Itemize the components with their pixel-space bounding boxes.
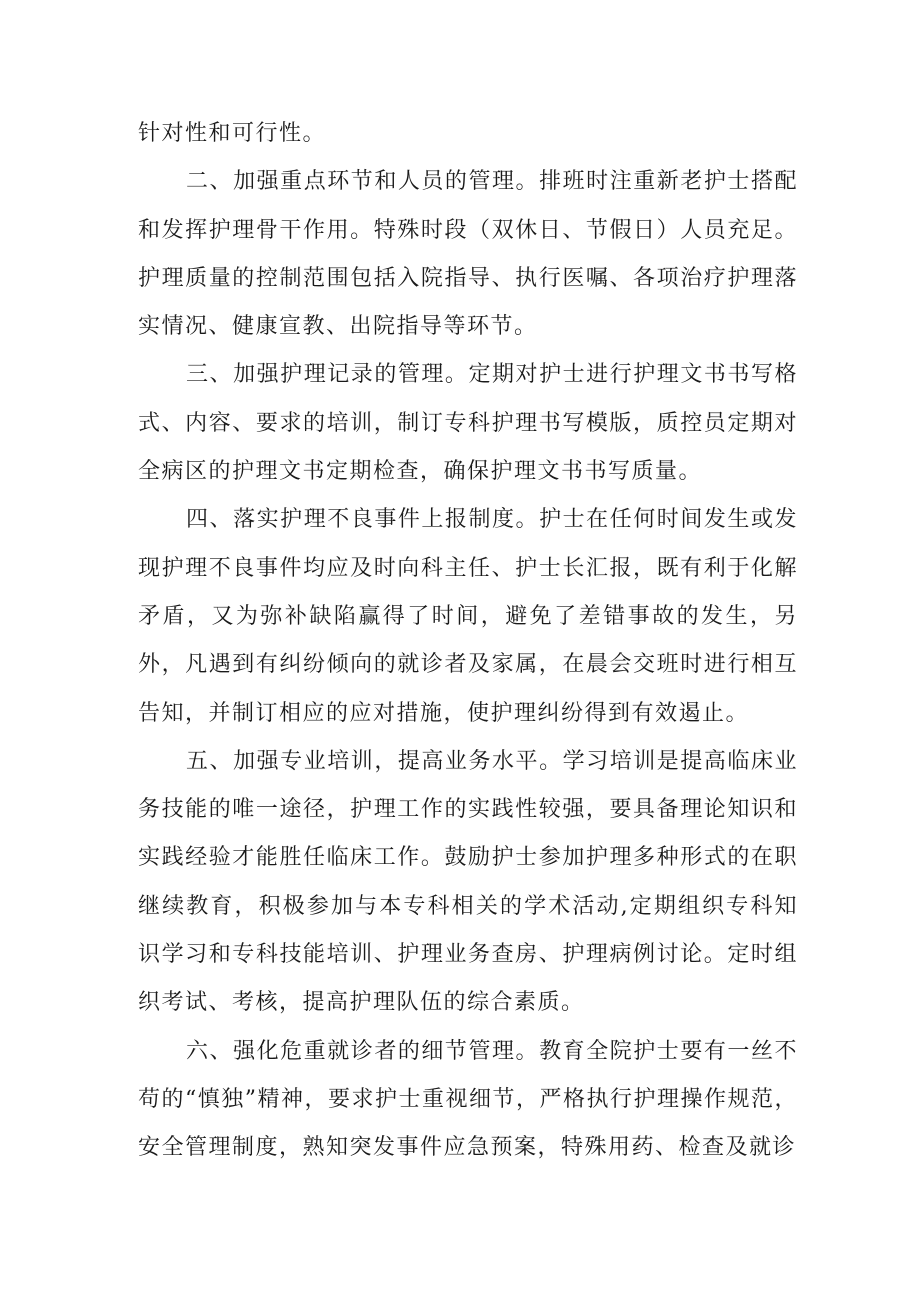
paragraph-section-5: 五、加强专业培训，提高业务水平。学习培训是提高临床业务技能的唯一途径，护理工作的实践性较强，要具备理论知识和实践经验才能胜任临床工作。鼓励护士参加护理多种形式的在职继续教育，积极参加与本专科相关的学术活动,定期组织专科知识学习和专科技能培训、护理业务查房、护理病例讨论。定时组织考试、考核，提高护理队伍的综合素质。: [138, 748, 798, 1016]
paragraph-section-6: 六、强化危重就诊者的细节管理。教育全院护士要有一丝不苟的“慎独”精神，要求护士重视细节，严格执行护理操作规范，安全管理制度，熟知突发事件应急预案，特殊用药、检查及就诊: [138, 1038, 798, 1161]
paragraph-section-2: 二、加强重点环节和人员的管理。排班时注重新老护士搭配和发挥护理骨干作用。特殊时段（双休日、节假日）人员充足。护理质量的控制范围包括入院指导、执行医嘱、各项治疗护理落实情况、健康宣教、出院指导等环节。: [138, 169, 798, 340]
document-body: [138, 110, 798, 1173]
paragraph-section-3: 三、加强护理记录的管理。定期对护士进行护理文书书写格式、内容、要求的培训，制订专科护理书写模版，质控员定期对全病区的护理文书定期检查，确保护理文书书写质量。: [138, 362, 798, 485]
paragraph-continuation: 针对性和可行性。: [138, 121, 327, 146]
paragraph-section-4: 四、落实护理不良事件上报制度。护士在任何时间发生或发现护理不良事件均应及时向科主任、护士长汇报，既有利于化解矛盾，又为弥补缺陷赢得了时间，避免了差错事故的发生，另外，凡遇到有纠纷倾向的就诊者及家属，在晨会交班时进行相互告知，并制订相应的应对措施，使护理纠纷得到有效遏止。: [138, 507, 798, 726]
